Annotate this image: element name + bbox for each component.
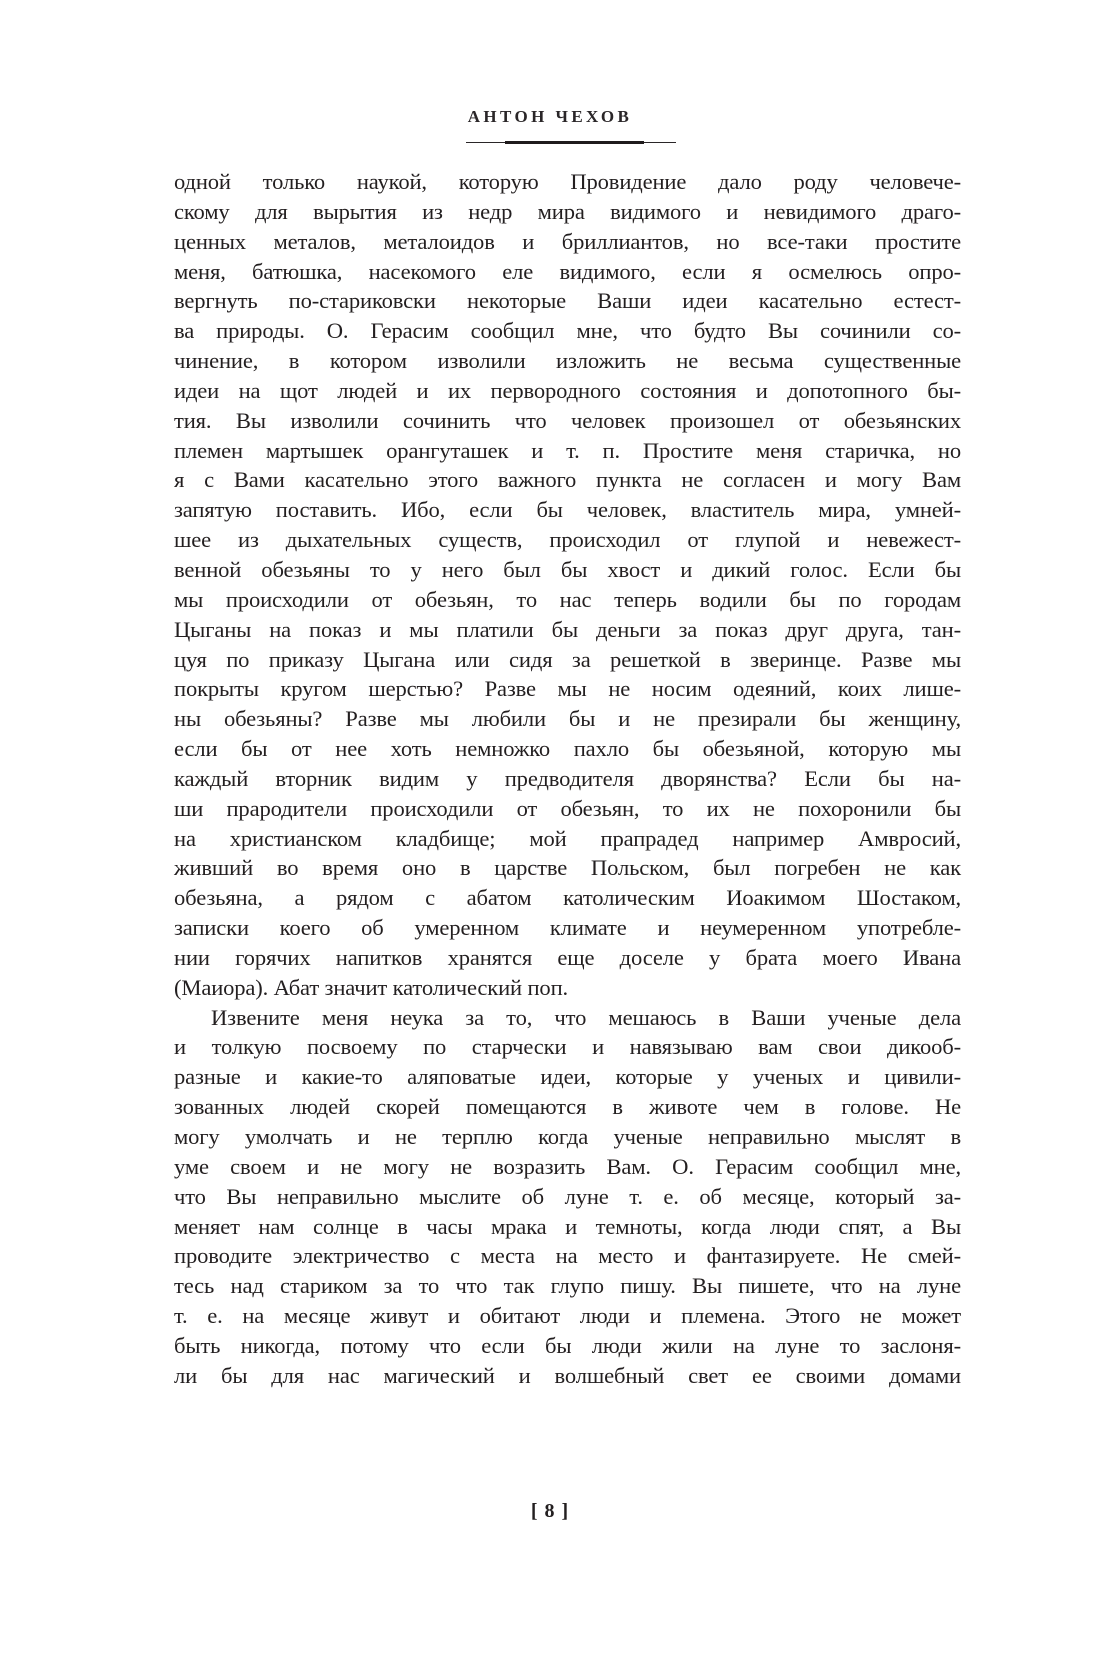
text-line: шее из дыхательных существ, происходил от глупой и невежест- (174, 527, 961, 553)
text-line: зованных людей скорей помещаются в животе чем в голове. Не (174, 1094, 961, 1120)
text-line: тесь над стариком за то что так глупо пишу. Вы пишете, что на луне (174, 1273, 961, 1299)
text-line: тия. Вы изволили сочинить что человек произошел от обезьянских (174, 407, 961, 433)
running-head-author: АНТОН ЧЕХОВ (467, 107, 633, 126)
text-line: проводите электричество с места на место и фантазируете. Не смей- (174, 1243, 961, 1269)
page-number: [ 8 ] (530, 1500, 570, 1522)
text-line: скому для вырытия из недр мира видимого и невидимого драго- (174, 198, 961, 224)
text-line: записки коего об умеренном климате и неумеренном употребле- (174, 915, 961, 941)
text-line: меняет нам солнце в часы мрака и темноты, когда люди спят, а Вы (174, 1213, 961, 1239)
text-line: ши прародители происходили от обезьян, то их не похоронили бы (174, 795, 961, 821)
text-line: Цыганы на показ и мы платили бы деньги за показ друг друга, тан- (174, 616, 961, 642)
paragraph (174, 167, 961, 1003)
text-line: если бы от нее хоть немножко пахло бы обезьяной, которую мы (174, 736, 961, 762)
text-line: что Вы неправильно мыслите об луне т. е. об месяце, который за- (174, 1183, 961, 1209)
text-line: одной только наукой, которую Провидение дало роду человече- (174, 169, 961, 194)
text-line: мы происходили от обезьян, то нас теперь водили бы по городам (174, 586, 961, 612)
text-line: обезьяна, а рядом с абатом католическим Иоакимом Шостаком, (174, 885, 961, 911)
text-line: венной обезьяны то у него был бы хвост и дикий голос. Если бы (174, 556, 961, 582)
text-line: племен мартышек орангуташек и т. п. Простите меня старичка, но (174, 437, 961, 463)
text-line: ва природы. О. Герасим сообщил мне, что будто Вы сочинили со- (174, 318, 961, 344)
text-line: и толкую посвоему по старчески и навязываю вам свои дикооб- (174, 1034, 961, 1060)
paragraph (174, 1003, 961, 1391)
text-line: могу умолчать и не терплю когда ученые неправильно мыслят в (174, 1124, 961, 1149)
text-line: ценных металов, металоидов и бриллиантов, но все-таки простите (174, 228, 961, 254)
text-line: чинение, в котором изволили изложить не весьма существенные (174, 348, 961, 374)
text-line: запятую поставить. Ибо, если бы человек, властитель мира, умней- (174, 497, 961, 523)
text-line: (Маиора). Абат значит католический поп. (174, 974, 569, 1000)
text-line: цуя по приказу Цыгана или сидя за решеткой в зверинце. Разве мы (174, 646, 961, 672)
text-line: на христианском кладбище; мой прапрадед например Амвросий, (174, 825, 961, 851)
text-line: разные и какие-то аляповатые идеи, которые у ученых и цивили- (174, 1064, 961, 1090)
header-rule-thick (505, 141, 644, 144)
body-text (174, 167, 961, 1391)
text-line: живший во время оно в царстве Польском, был погребен не как (174, 855, 961, 881)
text-line: ны обезьяны? Разве мы любили бы и не презирали бы женщину, (174, 706, 961, 732)
text-line: каждый вторник видим у предводителя дворянства? Если бы на- (174, 765, 961, 791)
text-line: ли бы для нас магический и волшебный свет ее своими домами (174, 1362, 961, 1388)
text-line: идеи на щот людей и их первородного состояния и допотопного бы- (174, 377, 961, 403)
text-line: Извените меня неука за то, что мешаюсь в Ваши ученые дела (211, 1004, 961, 1030)
text-line: уме своем и не могу не возразить Вам. О. Герасим сообщил мне, (174, 1153, 961, 1179)
text-line: я с Вами касательно этого важного пункта не согласен и могу Вам (174, 467, 961, 493)
text-line: меня, батюшка, насекомого еле видимого, если я осмелюсь опро- (174, 258, 961, 284)
text-line: быть никогда, потому что если бы люди жили на луне то заслоня- (174, 1332, 961, 1358)
text-line: нии горячих напитков хранятся еще доселе у брата моего Ивана (174, 944, 961, 970)
text-line: т. е. на месяце живут и обитают люди и племена. Этого не может (174, 1303, 961, 1329)
text-line: покрыты кругом шерстью? Разве мы не носим одеяний, коих лише- (174, 676, 961, 702)
text-line: вергнуть по-стариковски некоторые Ваши идеи касательно естест- (174, 288, 961, 314)
